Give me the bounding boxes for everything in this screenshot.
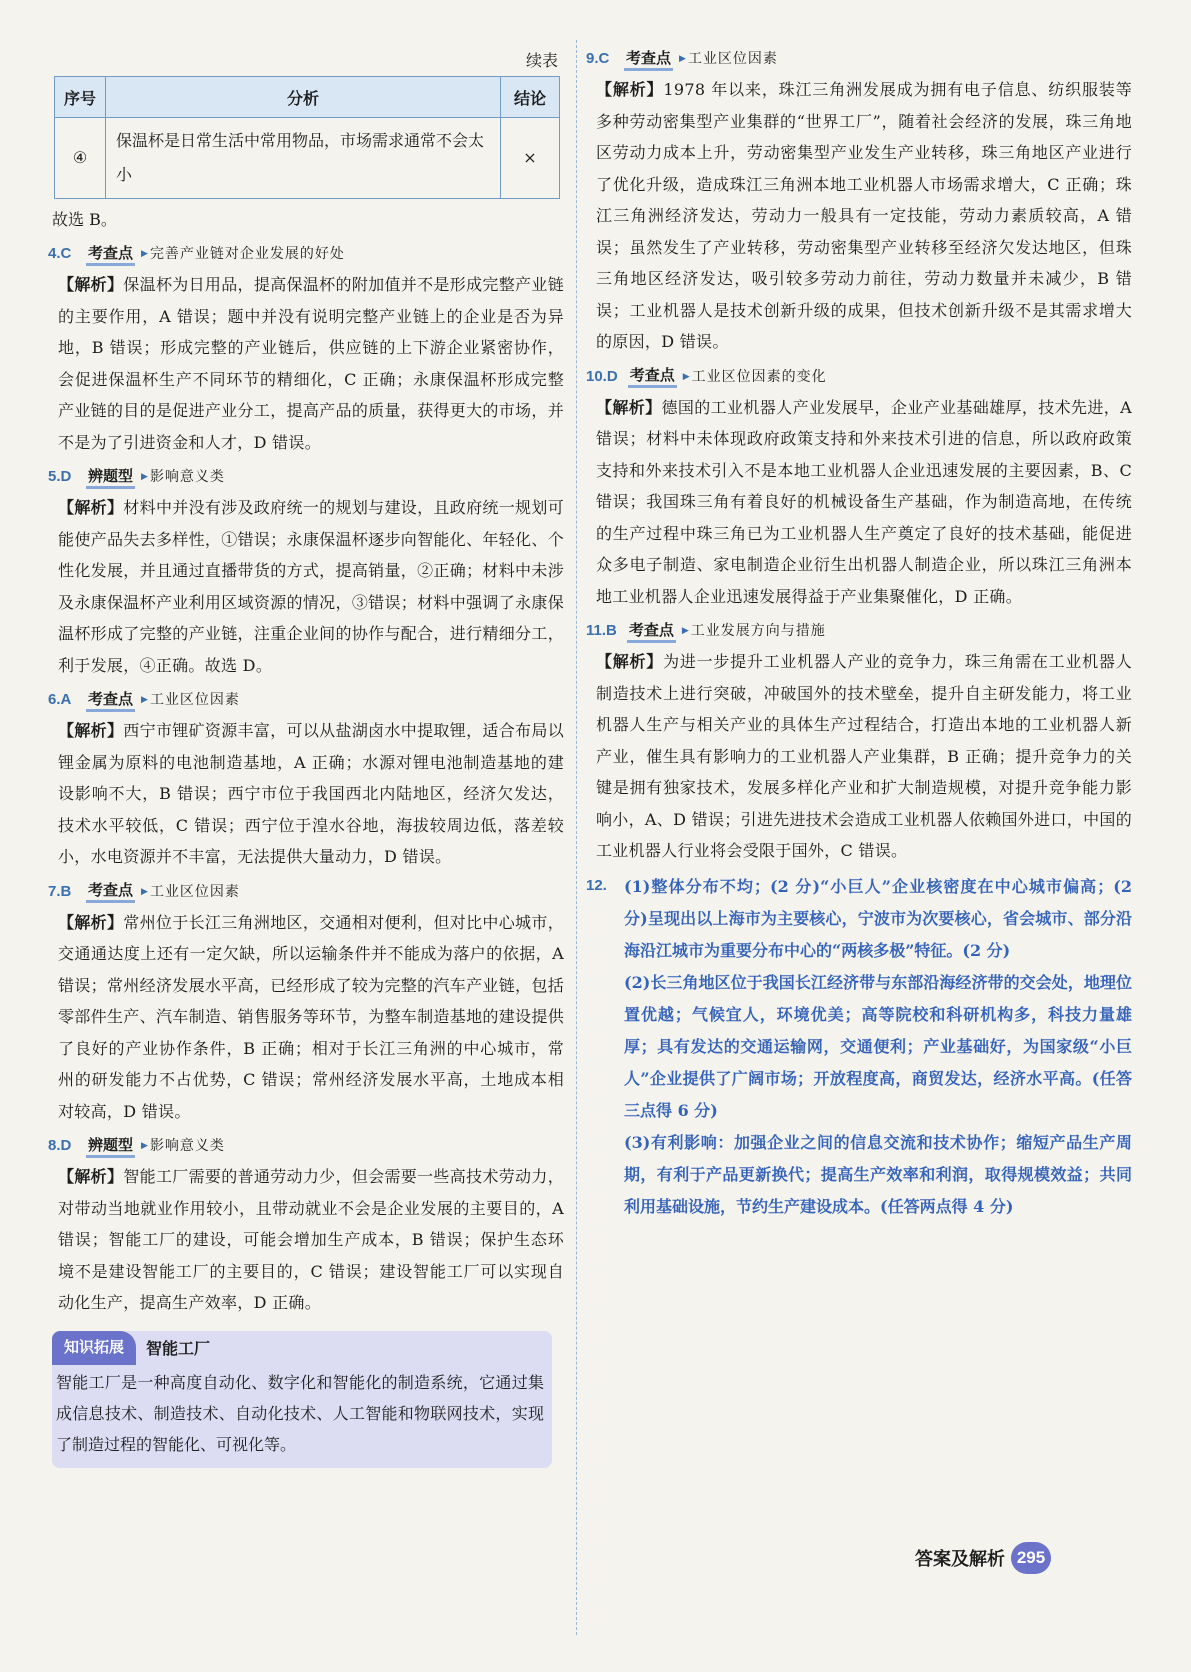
answer-item [586,616,1132,867]
answer-note: 故选 B。 [52,210,117,229]
answer-part: (1)整体分布不均；(2 分)“小巨人”企业核密度在中心城市偏高；(2 分)呈现出以上海市为主要核心，宁波市为次要核心，省会城市、部分沿海沿江城市为重要分布中心的“两核多极”特征。(2 分) [624,876,1132,960]
answer-item [48,877,564,1128]
table-header: 分析 [106,77,501,118]
item-explanation [52,1161,564,1319]
item-head [48,1131,564,1161]
item-tag-text: 影响意义类 [149,1138,225,1154]
explanation-text: 智能工厂需要的普通劳动力少，但会需要一些高技术劳动力，对带动当地就业作用较小，且带动就业不会是企业发展的主要目的，A 错误；智能工厂的建设，可能会增加生产成本，B 错误；保护生态环境不是建设智能工厂的主要目的，C 错误；建设智能工厂可以实现自动化生产，提高生产效率，D 正确。 [58,1167,564,1312]
explanation-label: 【解析】 [58,721,124,740]
continued-table [54,76,560,199]
item-tag: 考查点 [86,243,135,266]
item-tag-text: 工业区位因素 [149,883,240,900]
table-header: 结论 [501,77,560,118]
explanation-text: 德国的工业机器人产业发展早，企业产业基础雄厚，技术先进，A 错误；材料中未体现政府政策支持和外来技术引进的信息，所以政府政策支持和外来技术引入不是本地工业机器人企业迅速发展的主要因素，B、C 错误；我国珠三角有着良好的机械设备生产基础，作为制造高地，在传统的生产过程中珠三角已为工业机器人生产奠定了良好的技术基础，能促进众多电子制造、家电制造企业衍生出机器人制造企业，所以珠江三角洲本地工业机器人企业迅速发展得益于产业集聚催化，D 正确。 [596,397,1133,606]
table-cell: ④ [55,118,106,199]
item-tag: 考查点 [86,880,135,903]
item-explanation [52,269,564,458]
item-explanation [52,907,564,1128]
footer-label: 答案及解析 [915,1549,1005,1569]
knowledge-badge: 知识拓展 [52,1331,136,1365]
answer-item [48,462,564,681]
page-number: 295 [1011,1542,1051,1574]
triangle-icon: ▶ [141,695,148,705]
table-title: 续表 [525,51,558,70]
item-number: 5.D [48,468,72,485]
item-number: 9.C [586,50,610,67]
explanation-label: 【解析】 [58,498,124,517]
explanation-label: 【解析】 [58,912,124,932]
item-explanation [52,492,564,681]
triangle-icon: ▶ [682,371,690,382]
knowledge-box-header [52,1331,552,1365]
item-number: 6.A [48,691,72,708]
explanation-text: 常州位于长江三角洲地区，交通相对便利，但对比中心城市，交通通达度上还有一定欠缺，所以运输条件并不能成为落户的依据，A 错误；常州经济发展水平高，已经形成了较为完整的汽车产业链，包括零部件生产、汽车制造、销售服务等环节，为整车制造基地的建设提供了良好的产业协作条件，B 正确；相对于长江三角洲的中心城市，常州的研发能力不占优势，C 错误；常州经济发展水平高，土地成本相对较高，D 错误。 [58,912,564,1121]
item-tag: 辨题型 [86,466,135,489]
item-number: 10.D [586,367,618,385]
answer-item [586,362,1133,613]
table-row [55,118,560,199]
explanation-label: 【解析】 [58,1167,124,1186]
explanation-label: 【解析】 [58,275,124,294]
item-tag: 考查点 [627,620,676,643]
triangle-icon: ▶ [141,472,148,482]
triangle-icon: ▶ [141,249,148,259]
left-column [48,40,564,1468]
answer-item [586,44,1132,358]
item-head [48,877,564,907]
item-tag-text: 工业区位因素 [687,51,778,67]
answer-item-12 [586,871,1132,1223]
triangle-icon: ▶ [679,54,686,64]
knowledge-box [52,1331,552,1468]
item-explanation [590,646,1132,867]
answer-item [48,685,564,873]
item-head [586,616,1132,646]
item-head [48,239,564,269]
answer-part: (3)有利影响：加强企业之间的信息交流和技术协作；缩短产品生产周期，有利于产品更新换代；提高生产效率和利润，取得规模效益；共同利用基础设施，节约生产建设成本。(任答两点得 4 分) [624,1132,1132,1216]
right-column [586,40,1133,1223]
table-cell: × [501,118,560,199]
answer-part: (2)长三角地区位于我国长江经济带与东部沿海经济带的交会处，地理位置优越；气候宜人，环境优美；高等院校和科研机构多，科技力量雄厚；具有发达的交通运输网，交通便利；产业基础好，为国家级“小巨人”企业提供了广阔市场；开放程度高，商贸发达，经济水平高。(任答三点得 6 分) [624,972,1132,1120]
answer-item [48,239,564,458]
explanation-label: 【解析】 [596,397,662,417]
item-explanation [590,392,1132,613]
item-head [48,462,564,492]
item-number: 11.B [586,622,617,639]
item-tag: 考查点 [628,365,677,388]
item-head [48,685,564,715]
triangle-icon: ▶ [141,1141,148,1151]
item-tag-text: 影响意义类 [149,469,225,485]
table-header-row [55,77,560,118]
item-tag-text: 工业区位因素的变化 [691,368,827,385]
item-tag-text: 完善产业链对企业发展的好处 [149,246,345,262]
item-tag: 考查点 [86,689,135,712]
explanation-label: 【解析】 [596,80,664,99]
explanation-text: 为进一步提升工业机器人产业的竞争力，珠三角需在工业机器人制造技术上进行突破，冲破国外的技术壁垒，提升自主研发能力，将工业机器人生产与相关产业的具体生产过程结合，打造出本地的工业机器人新产业，催生具有影响力的工业机器人产业集群，B 正确；提升竞争力的关键是拥有独家技术，发展多样化产业和扩大制造规模，对提升竞争能力影响小，A、D 错误；引进先进技术会造成工业机器人依赖国外进口，中国的工业机器人行业将会受限于国外，C 错误。 [596,652,1132,860]
table-header: 序号 [55,77,106,118]
item-number: 4.C [48,245,72,262]
table-cell: 保温杯是日常生活中常用物品，市场需求通常不会太小 [106,118,501,199]
item-number: 12. [586,876,607,894]
explanation-text: 材料中并没有涉及政府统一的规划与建设，且政府统一规划可能使产品失去多样性，①错误；永康保温杯逐步向智能化、年轻化、个性化发展，并且通过直播带货的方式，提高销量，②正确；材料中未涉及永康保温杯产业利用区域资源的情况，③错误；材料中强调了永康保温杯形成了完整的产业链，注重企业间的协作与配合，进行精细分工，利于发展，④正确。故选 D。 [58,498,564,675]
knowledge-title: 智能工厂 [146,1339,211,1358]
item-number: 8.D [48,1137,72,1154]
explanation-text: 西宁市锂矿资源丰富，可以从盐湖卤水中提取锂，适合布局以锂金属为原料的电池制造基地，A 正确；水源对锂电池制造基地的建设影响不大，B 错误；西宁市位于我国西北内陆地区，经济欠发达，技术水平较低，C 错误；西宁位于湟水谷地，海拔较周边低，落差较小，水电资源并不丰富，无法提供大量动力，D 错误。 [58,721,564,866]
item-tag: 辨题型 [86,1135,135,1158]
item-head [586,362,1132,392]
item-tag-text: 工业区位因素 [149,692,240,708]
column-divider [576,40,577,1635]
item-tag-text: 工业发展方向与措施 [690,623,826,639]
item-explanation [590,74,1132,358]
explanation-label: 【解析】 [596,652,664,671]
item-number: 7.B [48,882,72,900]
explanation-text: 1978 年以来，珠江三角洲发展成为拥有电子信息、纺织服装等多种劳动密集型产业集群的“世界工厂”，随着社会经济的发展，珠三角地区劳动力成本上升，劳动密集型产业发生产业转移，珠三角地区产业进行了优化升级，造成珠江三角洲本地工业机器人市场需求增大，C 正确；珠江三角洲经济发达，劳动力一般具有一定技能，劳动力素质较高，A 错误；虽然发生了产业转移，劳动密集型产业转移至经济欠发达地区，但珠三角地区经济发达，吸引较多劳动力前往，劳动力数量并未减少，B 错误；工业机器人是技术创新升级的成果，但技术创新升级不是其需求增大的原因，D 错误。 [596,80,1132,351]
triangle-icon: ▶ [681,626,689,636]
page-footer [915,1542,1051,1574]
item-head [586,44,1132,74]
triangle-icon: ▶ [141,886,148,897]
explanation-text: 保温杯为日用品，提高保温杯的附加值并不是形成完整产业链的主要作用，A 错误；题中并没有说明完整产业链上的企业是否为异地，B 错误；形成完整的产业链后，供应链的上下游企业紧密协作，会促进保温杯生产不同环节的精细化，C 正确；永康保温杯形成完整产业链的目的是促进产业分工，提高产品的质量，获得更大的市场，并不是为了引进资金和人才，D 错误。 [58,275,564,452]
item-explanation [52,715,564,873]
answer-item [48,1131,564,1319]
knowledge-text: 智能工厂是一种高度自动化、数字化和智能化的制造系统，它通过集成信息技术、制造技术、自动化技术、人工智能和物联网技术，实现了制造过程的智能化、可视化等。 [56,1372,544,1454]
item-tag: 考查点 [624,48,673,71]
